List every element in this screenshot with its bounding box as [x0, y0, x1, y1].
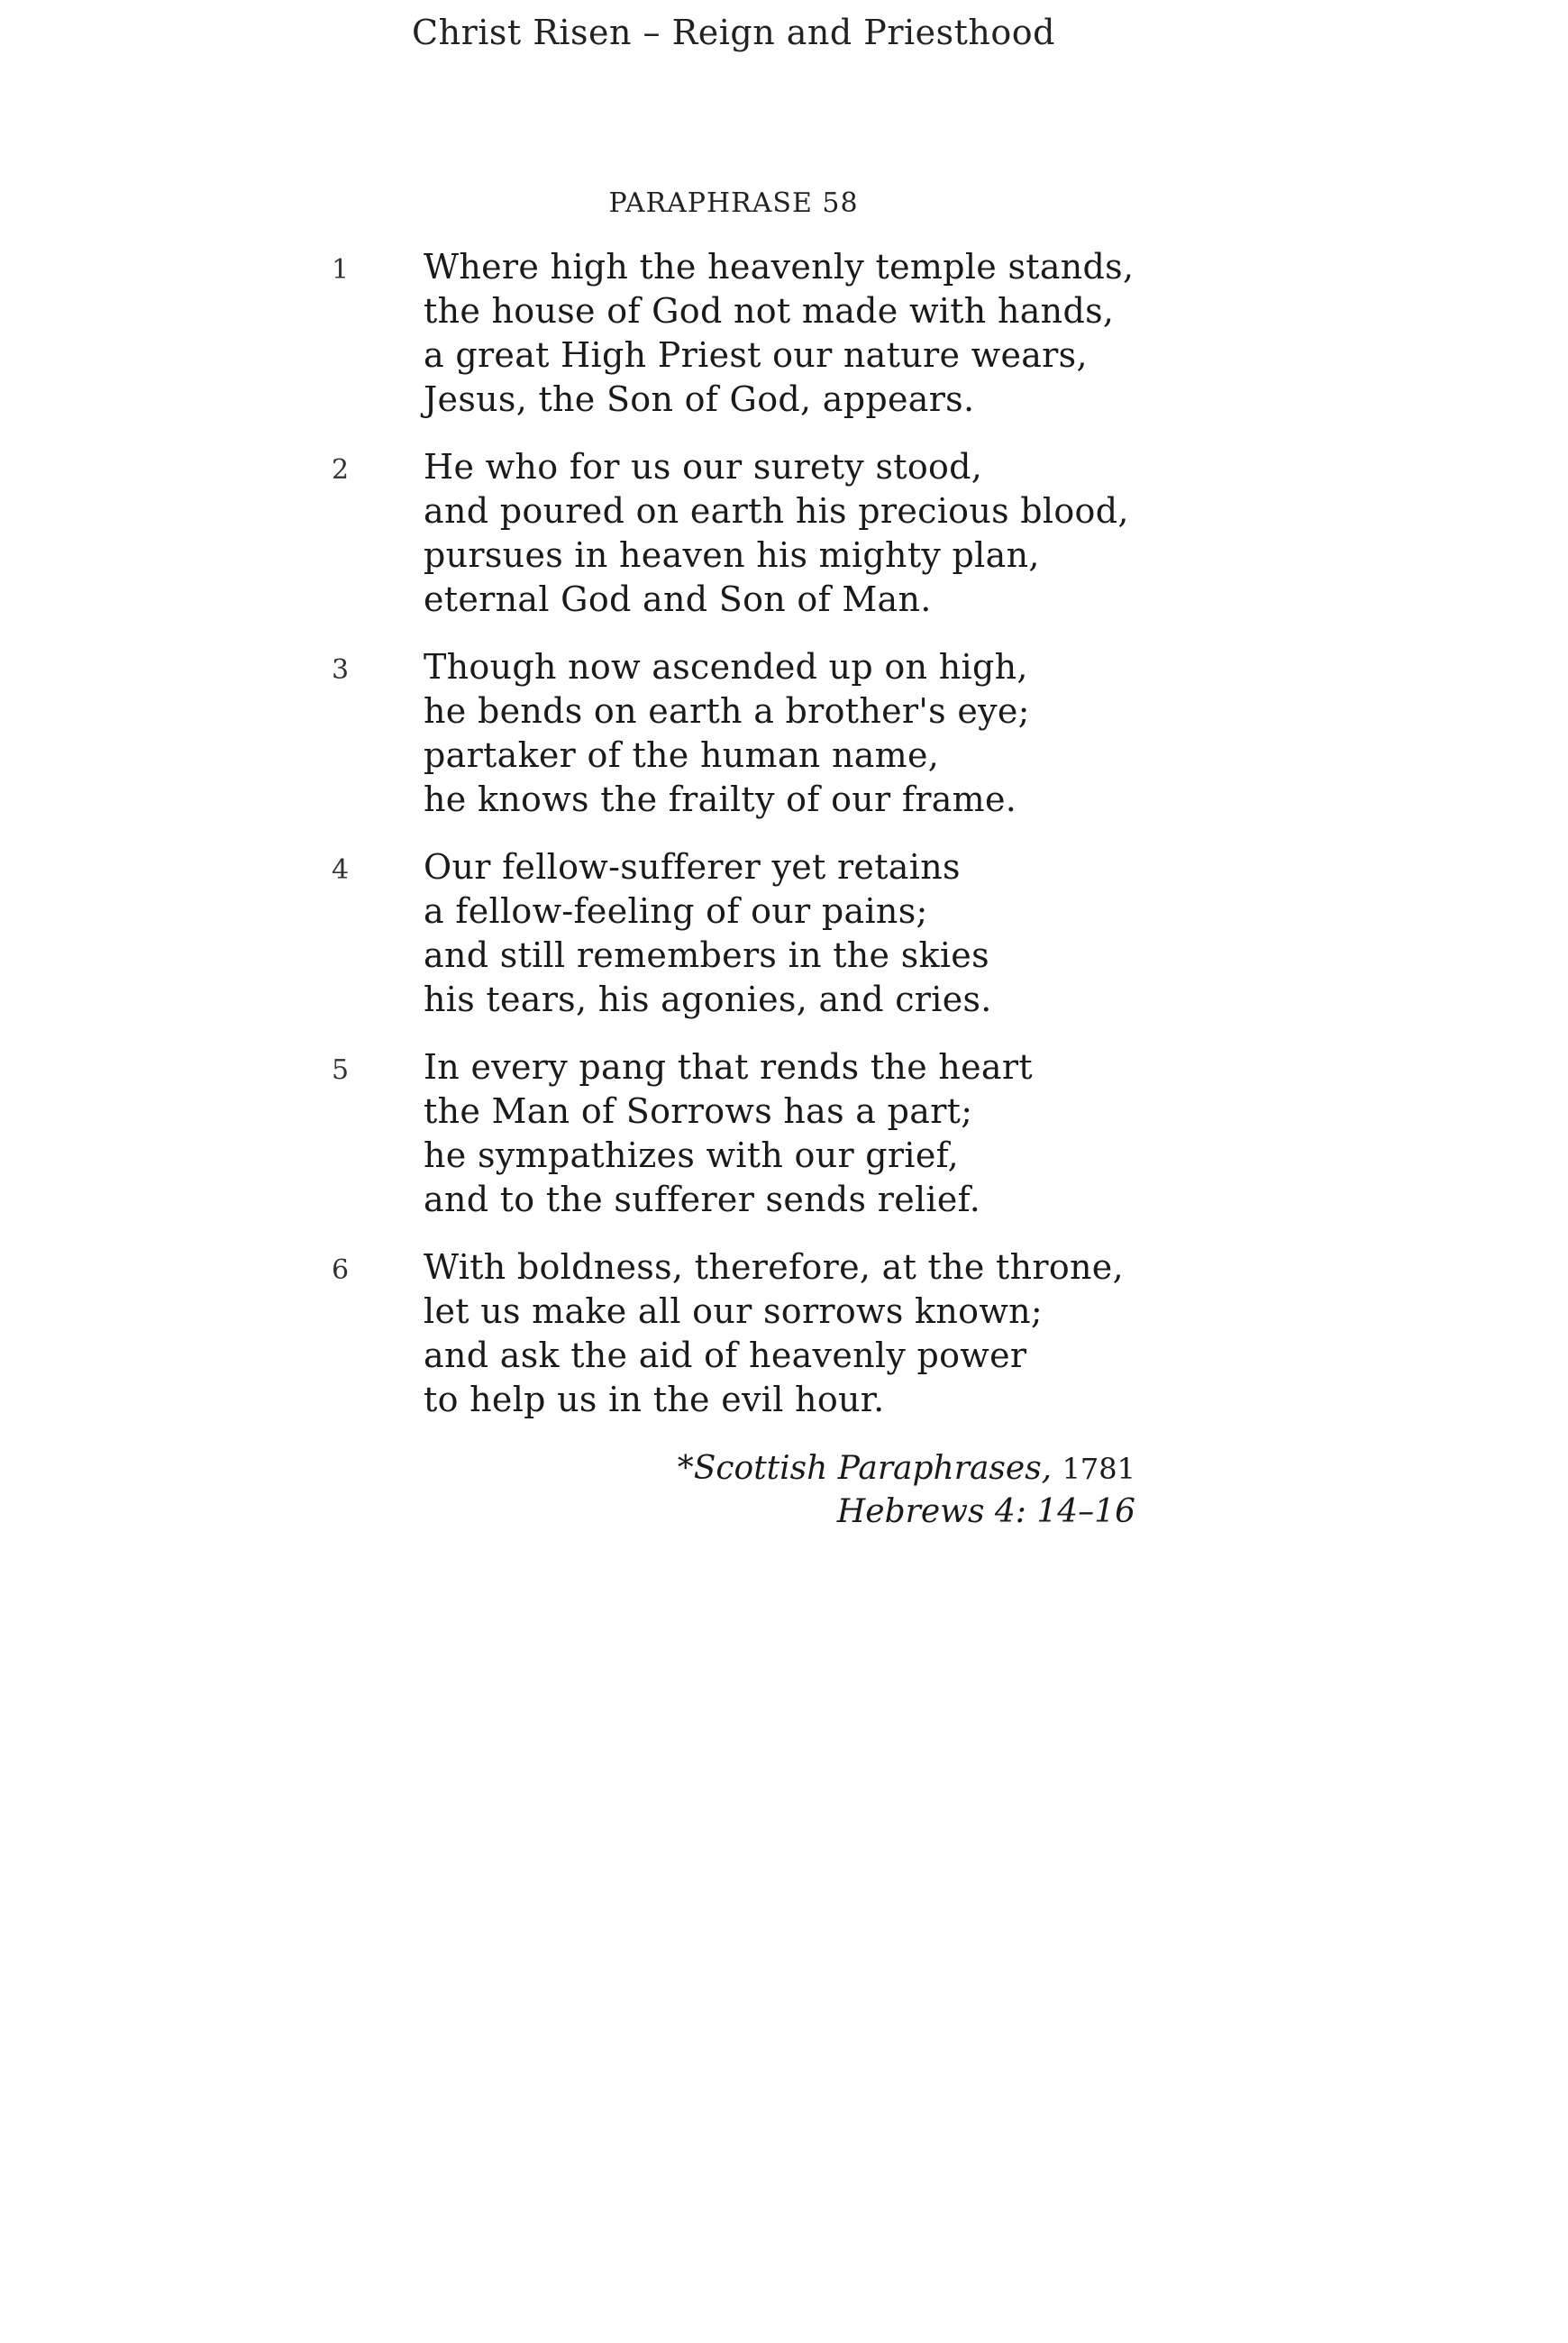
stanza: [306, 1245, 1298, 1422]
verse-line: Jesus, the Son of God, appears.: [424, 379, 975, 419]
verse-line: and ask the aid of heavenly power: [424, 1336, 1027, 1375]
verse-line: the Man of Sorrows has a part;: [424, 1091, 973, 1131]
stanza: [306, 1045, 1298, 1222]
source-title: Scottish Paraphrases,: [693, 1450, 1053, 1487]
stanza-number: 6: [332, 1254, 350, 1286]
source-line: [678, 1447, 1135, 1491]
verse-line: he sympathizes with our grief,: [424, 1135, 960, 1175]
stanza-lines: [424, 1245, 1298, 1422]
stanza-number: 5: [332, 1054, 350, 1086]
verse-line: Where high the heavenly temple stands,: [424, 247, 1135, 287]
verse-line: Our fellow-sufferer yet retains: [424, 847, 961, 887]
verse-line: he knows the frailty of our frame.: [424, 779, 1017, 819]
stanza: [306, 445, 1298, 622]
stanza-lines: [424, 1045, 1298, 1222]
stanza-lines: [424, 645, 1298, 822]
stanza-number: 3: [332, 654, 350, 686]
stanza-lines: [424, 845, 1298, 1022]
verse-line: He who for us our surety stood,: [424, 447, 983, 487]
verse-line: partaker of the human name,: [424, 735, 940, 775]
attribution: [678, 1447, 1135, 1534]
verse-line: With boldness, therefore, at the throne,: [424, 1247, 1124, 1287]
verse-line: eternal God and Son of Man.: [424, 579, 932, 619]
stanza: [306, 245, 1298, 422]
verse-line: he bends on earth a brother's eye;: [424, 691, 1030, 731]
source-marker: *: [677, 1450, 694, 1487]
stanza: [306, 845, 1298, 1022]
stanza-number: 1: [332, 254, 350, 286]
verse-line: to help us in the evil hour.: [424, 1380, 885, 1419]
stanza-number: 2: [332, 454, 350, 486]
verse-line: and still remembers in the skies: [424, 935, 989, 975]
verse-line: and poured on earth his precious blood,: [424, 491, 1129, 531]
scripture-reference: Hebrews 4: 14–16: [836, 1493, 1135, 1530]
stanza-lines: [424, 245, 1298, 422]
stanza-lines: [424, 445, 1298, 622]
running-head: Christ Risen – Reign and Priesthood: [412, 13, 1055, 52]
verse-line: and to the sufferer sends relief.: [424, 1180, 981, 1219]
hymn-title: PARAPHRASE 58: [608, 187, 859, 219]
verse-line: his tears, his agonies, and cries.: [424, 980, 992, 1019]
verse-line: a great High Priest our nature wears,: [424, 335, 1088, 375]
stanza-number: 4: [332, 854, 350, 886]
verse-line: a fellow-feeling of our pains;: [424, 891, 928, 931]
verse-line: the house of God not made with hands,: [424, 291, 1115, 331]
stanza-list: [306, 245, 1298, 1445]
stanza: [306, 645, 1298, 822]
source-year: 1781: [1062, 1452, 1135, 1486]
verse-line: pursues in heaven his mighty plan,: [424, 535, 1040, 575]
verse-line: In every pang that rends the heart: [424, 1047, 1033, 1087]
verse-line: Though now ascended up on high,: [424, 647, 1028, 687]
verse-line: let us make all our sorrows known;: [424, 1291, 1044, 1331]
